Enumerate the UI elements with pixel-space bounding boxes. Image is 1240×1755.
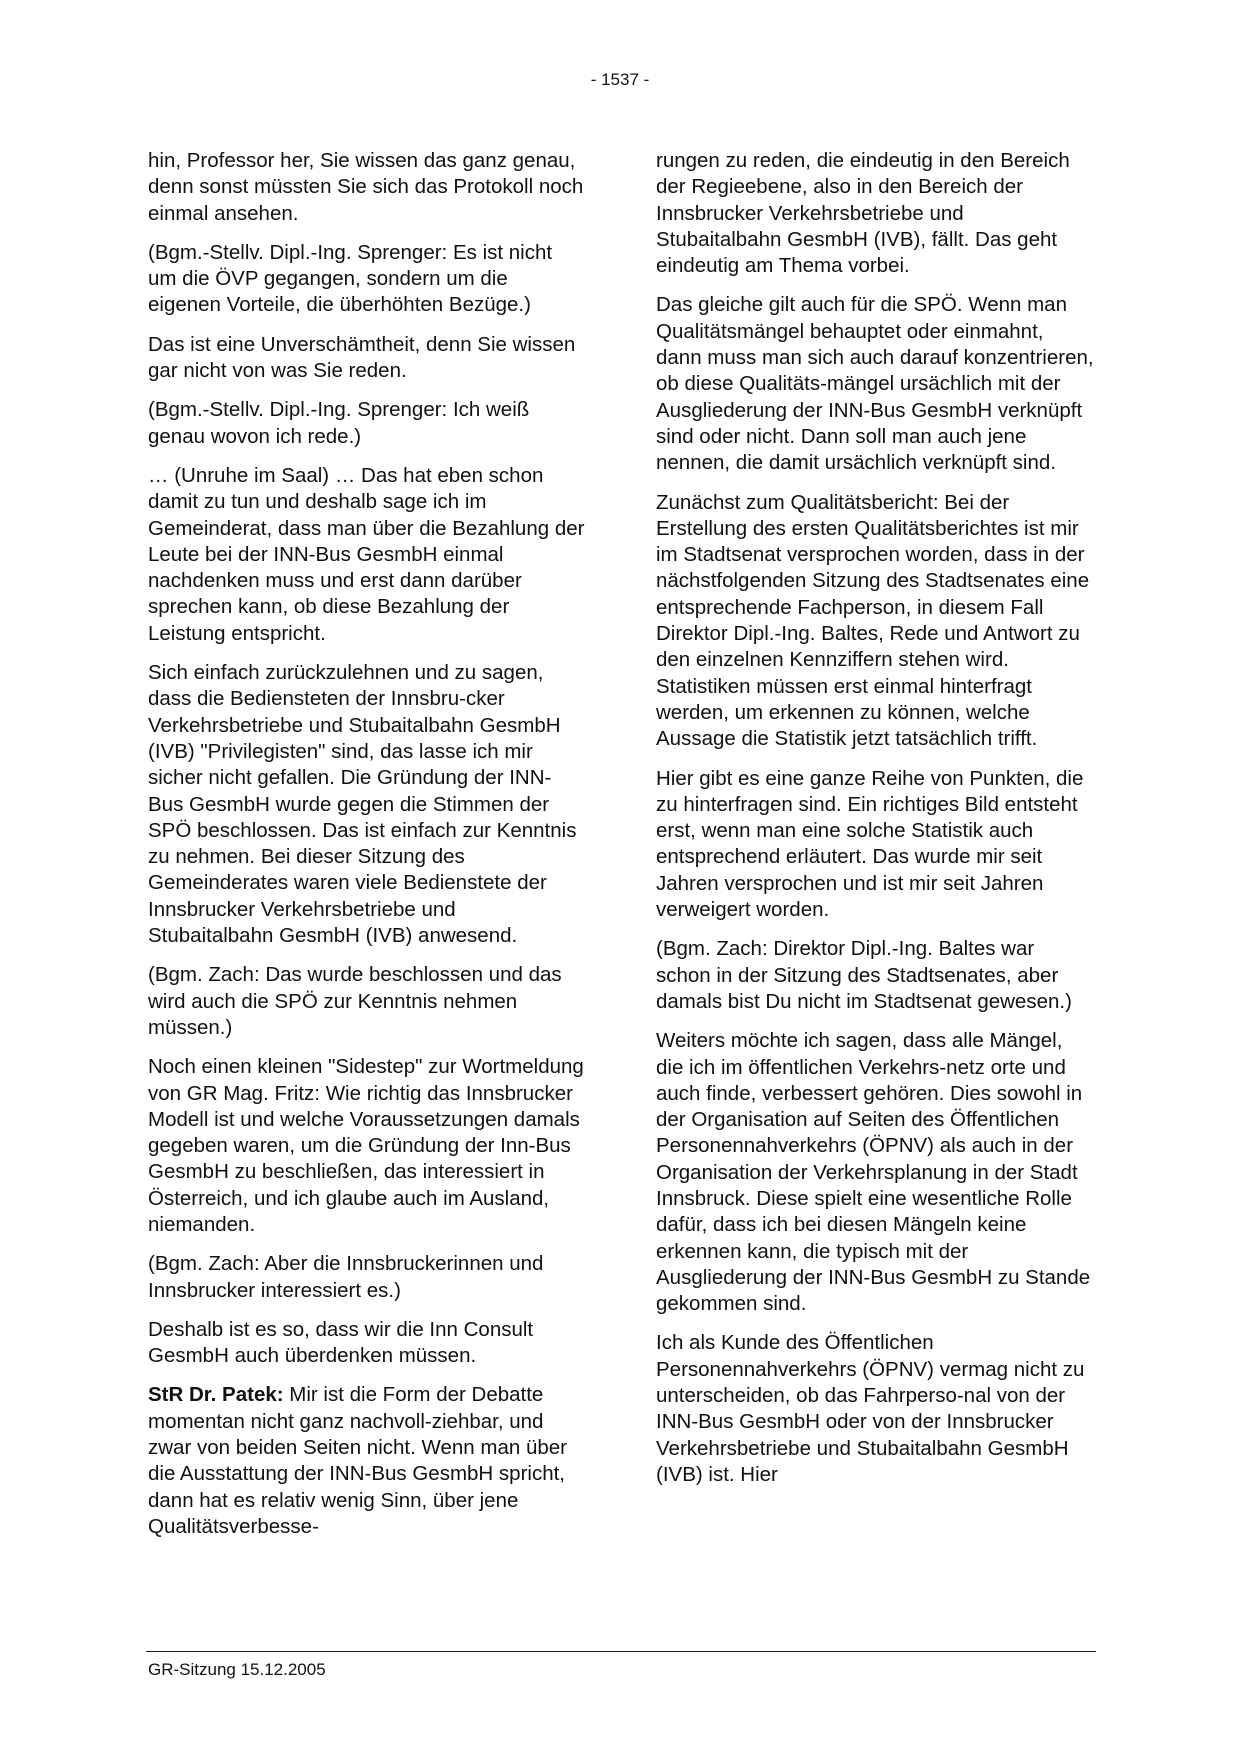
speaker-name: StR Dr. Patek: xyxy=(148,1383,284,1407)
paragraph: … (Unruhe im Saal) … Das hat eben schon damit zu tun und deshalb sage ich im Gemeinderat, dass man über die Bezahlung der Leute bei der INN-Bus GesmbH einmal nachdenken muss und erst dann darüber sprechen kann, ob diese Bezahlung der Leistung entspricht. xyxy=(148,463,585,645)
paragraph: (Bgm. Zach: Das wurde beschlossen und das wird auch die SPÖ zur Kenntnis nehmen müssen.) xyxy=(148,963,562,1039)
paragraph: Ich als Kunde des Öffentlichen Personennahverkehrs (ÖPNV) vermag nicht zu unterscheiden, ob das Fahrperso-nal von der INN-Bus GesmbH oder von der Innsbrucker Verkehrsbetriebe und Stubaitalbahn GesmbH (IVB) ist. Hier xyxy=(656,1331,1085,1486)
paragraph: Weiters möchte ich sagen, dass alle Mängel, die ich im öffentlichen Verkehrs-netz orte und auch finde, verbessert gehören. Dies sowohl in der Organisation auf Seiten des Öffentlichen Personennahverkehrs (ÖPNV) als auch in der Organisation der Verkehrsplanung in der Stadt Innsbruck. Diese spielt eine wesentliche Rolle dafür, dass ich bei diesen Mängeln keine erkennen kann, die typisch mit der Ausgliederung der INN-Bus GesmbH zu Stande gekommen sind. xyxy=(656,1029,1091,1316)
right-column xyxy=(656,148,1094,1501)
left-column xyxy=(148,148,586,1553)
paragraph: Deshalb ist es so, dass wir die Inn Consult GesmbH auch überdenken müssen. xyxy=(148,1317,534,1368)
paragraph: (Bgm.-Stellv. Dipl.-Ing. Sprenger: Es ist nicht um die ÖVP gegangen, sondern um die eigenen Vorteile, die überhöhten Bezüge.) xyxy=(148,240,553,317)
page-number: - 1537 - xyxy=(590,70,650,89)
paragraph: Das gleiche gilt auch für die SPÖ. Wenn man Qualitätsmängel behauptet oder einmahnt, dann muss man sich auch darauf konzentrieren, ob diese Qualitäts-mängel ursächlich mit der Ausgliederung der INN-Bus GesmbH verknüpft sind oder nicht. Dann soll man auch jene nennen, die damit ursächlich verknüpft sind. xyxy=(656,293,1094,475)
speaker-text: Mir ist die Form der Debatte momentan nicht ganz nachvoll-ziehbar, und zwar von beiden Seiten nicht. Wenn man über die Ausstattung der INN-Bus GesmbH spricht, dann hat es relativ wenig Sinn, über jene Qualitätsverbesse- xyxy=(148,1383,567,1538)
paragraph: Noch einen kleinen "Sidestep" zur Wortmeldung von GR Mag. Fritz: Wie richtig das Innsbrucker Modell ist und welche Voraussetzungen damals gegeben waren, um die Gründung der Inn-Bus GesmbH zu beschließen, das interessiert in Österreich, und ich glaube auch im Ausland, niemanden. xyxy=(148,1055,584,1236)
paragraph: (Bgm.-Stellv. Dipl.-Ing. Sprenger: Ich weiß genau wovon ich rede.) xyxy=(148,398,530,448)
paragraph: (Bgm. Zach: Aber die Innsbruckerinnen und Innsbrucker interessiert es.) xyxy=(148,1252,544,1302)
footer-session-date: GR-Sitzung 15.12.2005 xyxy=(148,1660,326,1679)
speaker-paragraph xyxy=(148,1382,586,1540)
paragraph: hin, Professor her, Sie wissen das ganz genau, denn sonst müssten Sie sich das Protokoll noch einmal ansehen. xyxy=(148,149,584,225)
paragraph: (Bgm. Zach: Direktor Dipl.-Ing. Baltes war schon in der Sitzung des Stadtsenates, aber damals bist Du nicht im Stadtsenat gewesen.) xyxy=(656,937,1072,1013)
paragraph: Zunächst zum Qualitätsbericht: Bei der Erstellung des ersten Qualitätsberichtes ist mir im Stadtsenat versprochen worden, dass in der nächstfolgenden Sitzung des Stadtsenates eine entsprechende Fachperson, in diesem Fall Direktor Dipl.-Ing. Baltes, Rede und Antwort zu den einzelnen Kennziffern stehen wird. Statistiken müssen erst einmal hinterfragt werden, um erkennen zu können, welche Aussage die Statistik jetzt tatsächlich trifft. xyxy=(656,490,1090,751)
paragraph: Das ist eine Unverschämtheit, denn Sie wissen gar nicht von was Sie reden. xyxy=(148,332,576,383)
paragraph: rungen zu reden, die eindeutig in den Bereich der Regieebene, also in den Bereich der Innsbrucker Verkehrsbetriebe und Stubaitalbahn GesmbH (IVB), fällt. Das geht eindeutig am Thema vorbei. xyxy=(656,149,1070,278)
paragraph: Sich einfach zurückzulehnen und zu sagen, dass die Bediensteten der Innsbru-cker Verkehrsbetriebe und Stubaitalbahn GesmbH (IVB) "Privilegisten" sind, das lasse ich mir sicher nicht gefallen. Die Gründung der INN-Bus GesmbH wurde gegen die Stimmen der SPÖ beschlossen. Das ist einfach zur Kenntnis zu nehmen. Bei dieser Sitzung des Gemeinderates waren viele Bedienstete der Innsbrucker Verkehrsbetriebe und Stubaitalbahn GesmbH (IVB) anwesend. xyxy=(148,661,577,948)
paragraph: Hier gibt es eine ganze Reihe von Punkten, die zu hinterfragen sind. Ein richtiges Bild entsteht erst, wenn man eine solche Statistik auch entsprechend erläutert. Das wurde mir seit Jahren versprochen und ist mir seit Jahren verweigert worden. xyxy=(656,766,1084,922)
footer-divider xyxy=(146,1651,1096,1652)
